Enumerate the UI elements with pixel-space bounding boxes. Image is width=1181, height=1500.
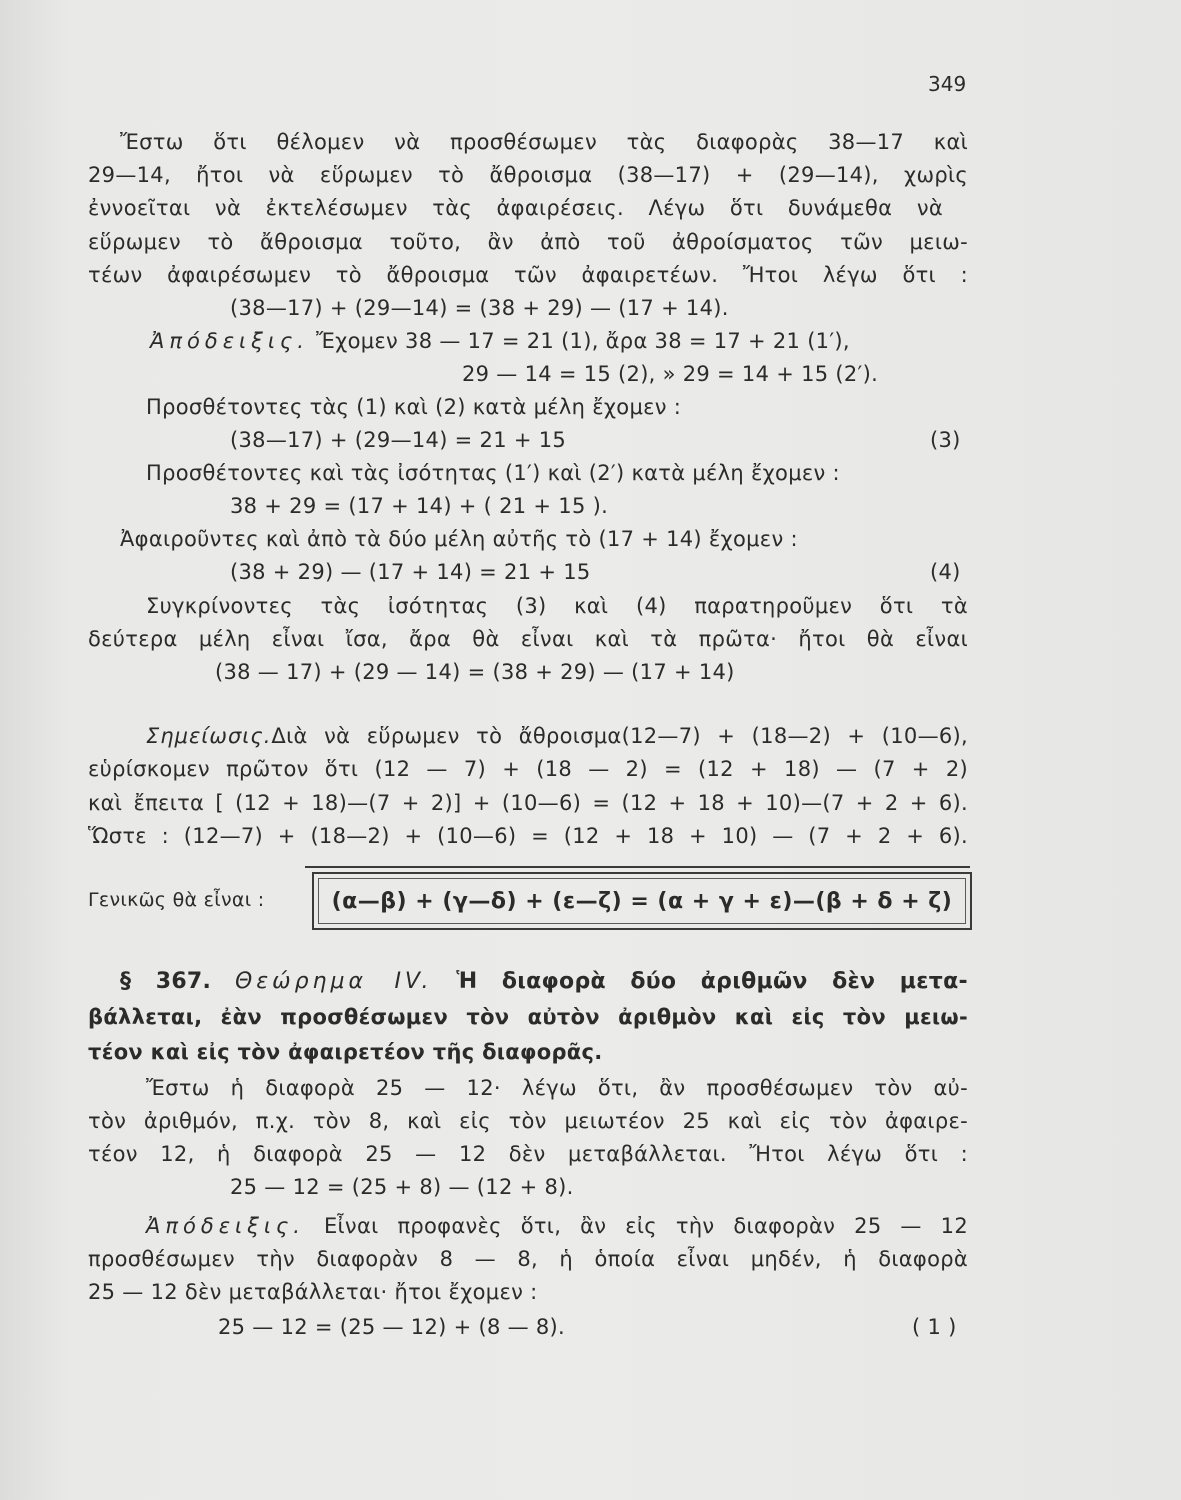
theorem-line: βάλλεται, ἐὰν προσθέσωμεν τὸν αὐτὸν ἀριθμὸν καὶ εἰς τὸν μειω-	[88, 1005, 968, 1029]
proof-label	[150, 327, 850, 355]
equation-number: (4)	[930, 560, 961, 584]
paragraph-line: δεύτερα μέλη εἶναι ἴσα, ἄρα θὰ εἶναι καὶ τὰ πρῶτα· ἤτοι θὰ εἶναι	[88, 627, 968, 651]
theorem-text: Ἡ διαφορὰ δύο ἀριθμῶν δὲν μετα-	[456, 969, 968, 994]
proof-line	[146, 1212, 968, 1240]
note-line: εὑρίσκομεν πρῶτον ὅτι (12 — 7) + (18 — 2) = (12 + 18) — (7 + 2)	[88, 757, 968, 781]
note-line: καὶ ἔπειτα [ (12 + 18)—(7 + 2)] + (10—6) = (12 + 18 + 10)—(7 + 2 + 6).	[88, 791, 968, 815]
equation: (38—17) + (29—14) = 21 + 15	[230, 428, 567, 452]
note-line	[146, 722, 968, 750]
paragraph-line: Ἔστω ἡ διαφορὰ 25 — 12· λέγω ὅτι, ἂν προσθέσωμεν τὸν αὐ-	[146, 1076, 968, 1100]
equation: (38 + 29) — (17 + 14) = 21 + 15	[230, 560, 591, 584]
general-label: Γενικῶς θὰ εἶναι :	[88, 889, 265, 911]
paragraph-line: τέων ἀφαιρέσωμεν τὸ ἄθροισμα τῶν ἀφαιρετέων. Ἤτοι λέγω ὅτι :	[88, 263, 968, 287]
paragraph-line: Ἀφαιροῦντες καὶ ἀπὸ τὰ δύο μέλη αὐτῆς τὸ (17 + 14) ἔχομεν :	[120, 527, 798, 551]
paragraph-line: τὸν ἀριθμόν, π.χ. τὸν 8, καὶ εἰς τὸν μειωτέον 25 καὶ εἰς τὸν ἀφαιρε-	[88, 1109, 968, 1133]
theorem-line	[120, 968, 968, 996]
section-number: § 367.	[120, 969, 212, 994]
equation: (38—17) + (29—14) = (38 + 29) — (17 + 14).	[230, 296, 729, 320]
equation: 38 + 29 = (17 + 14) + ( 21 + 15 ).	[230, 494, 609, 518]
proof-text: Εἶναι προφανὲς ὅτι, ἂν εἰς τὴν διαφορὰν 25 — 12	[323, 1214, 968, 1238]
proof-line: 29 — 14 = 15 (2), » 29 = 14 + 15 (2′).	[462, 362, 879, 386]
separator-rule	[305, 866, 970, 868]
note-text: Διὰ νὰ εὕρωμεν τὸ ἄθροισμα(12—7) + (18—2) + (10—6),	[271, 724, 968, 748]
paragraph-line: εὕρωμεν τὸ ἄθροισμα τοῦτο, ἂν ἀπὸ τοῦ ἀθροίσματος τῶν μειω-	[88, 230, 968, 254]
equation: 25 — 12 = (25 — 12) + (8 — 8).	[218, 1315, 565, 1339]
proof-label-text: Ἀπόδειξις.	[146, 1214, 305, 1238]
page-number: 349	[928, 72, 967, 96]
paragraph-line: 29—14, ἤτοι νὰ εὕρωμεν τὸ ἄθροισμα (38—17) + (29—14), χωρὶς	[88, 163, 968, 187]
paragraph-line: Ἔστω ὅτι θέλομεν νὰ προσθέσωμεν τὰς διαφορὰς 38—17 καὶ	[120, 130, 968, 154]
general-formula-box	[312, 872, 972, 930]
paragraph-line: ἐννοεῖται νὰ ἐκτελέσωμεν τὰς ἀφαιρέσεις. Λέγω ὅτι δυνάμεθα νὰ	[88, 196, 943, 220]
paragraph-line: Συγκρίνοντες τὰς ἰσότητας (3) καὶ (4) παρατηροῦμεν ὅτι τὰ	[146, 594, 968, 618]
equation-number: ( 1 )	[912, 1315, 957, 1339]
paragraph-line: Προσθέτοντες καὶ τὰς ἰσότητας (1′) καὶ (2′) κατὰ μέλη ἔχομεν :	[146, 461, 840, 485]
proof-text: Ἔχομεν 38 — 17 = 21 (1), ἄρα 38 = 17 + 21 (1′),	[315, 329, 850, 353]
proof-line: προσθέσωμεν τὴν διαφορὰν 8 — 8, ἡ ὁποία εἶναι μηδέν, ἡ διαφορὰ	[88, 1247, 968, 1271]
equation: (38 — 17) + (29 — 14) = (38 + 29) — (17 + 14)	[215, 660, 735, 684]
theorem-title: Θεώρημα IV.	[234, 969, 433, 994]
proof-label-text: Ἀπόδειξις.	[150, 329, 309, 353]
equation: 25 — 12 = (25 + 8) — (12 + 8).	[230, 1175, 574, 1199]
paragraph-line: Προσθέτοντες τὰς (1) καὶ (2) κατὰ μέλη ἔχομεν :	[146, 395, 682, 419]
note-line: Ὥστε : (12—7) + (18—2) + (10—6) = (12 + 18 + 10) — (7 + 2 + 6).	[88, 824, 968, 848]
theorem-line: τέον καὶ εἰς τὸν ἀφαιρετέον τῆς διαφορᾶς.	[88, 1040, 603, 1064]
note-label: Σημείωσις.	[146, 724, 272, 748]
general-formula: (α—β) + (γ—δ) + (ε—ζ) = (α + γ + ε)—(β + δ + ζ)	[331, 888, 953, 914]
proof-line: 25 — 12 δὲν μεταβάλλεται· ἤτοι ἔχομεν :	[88, 1280, 538, 1304]
equation-number: (3)	[930, 428, 961, 452]
paragraph-line: τέον 12, ἡ διαφορὰ 25 — 12 δὲν μεταβάλλεται. Ἤτοι λέγω ὅτι :	[88, 1142, 968, 1166]
